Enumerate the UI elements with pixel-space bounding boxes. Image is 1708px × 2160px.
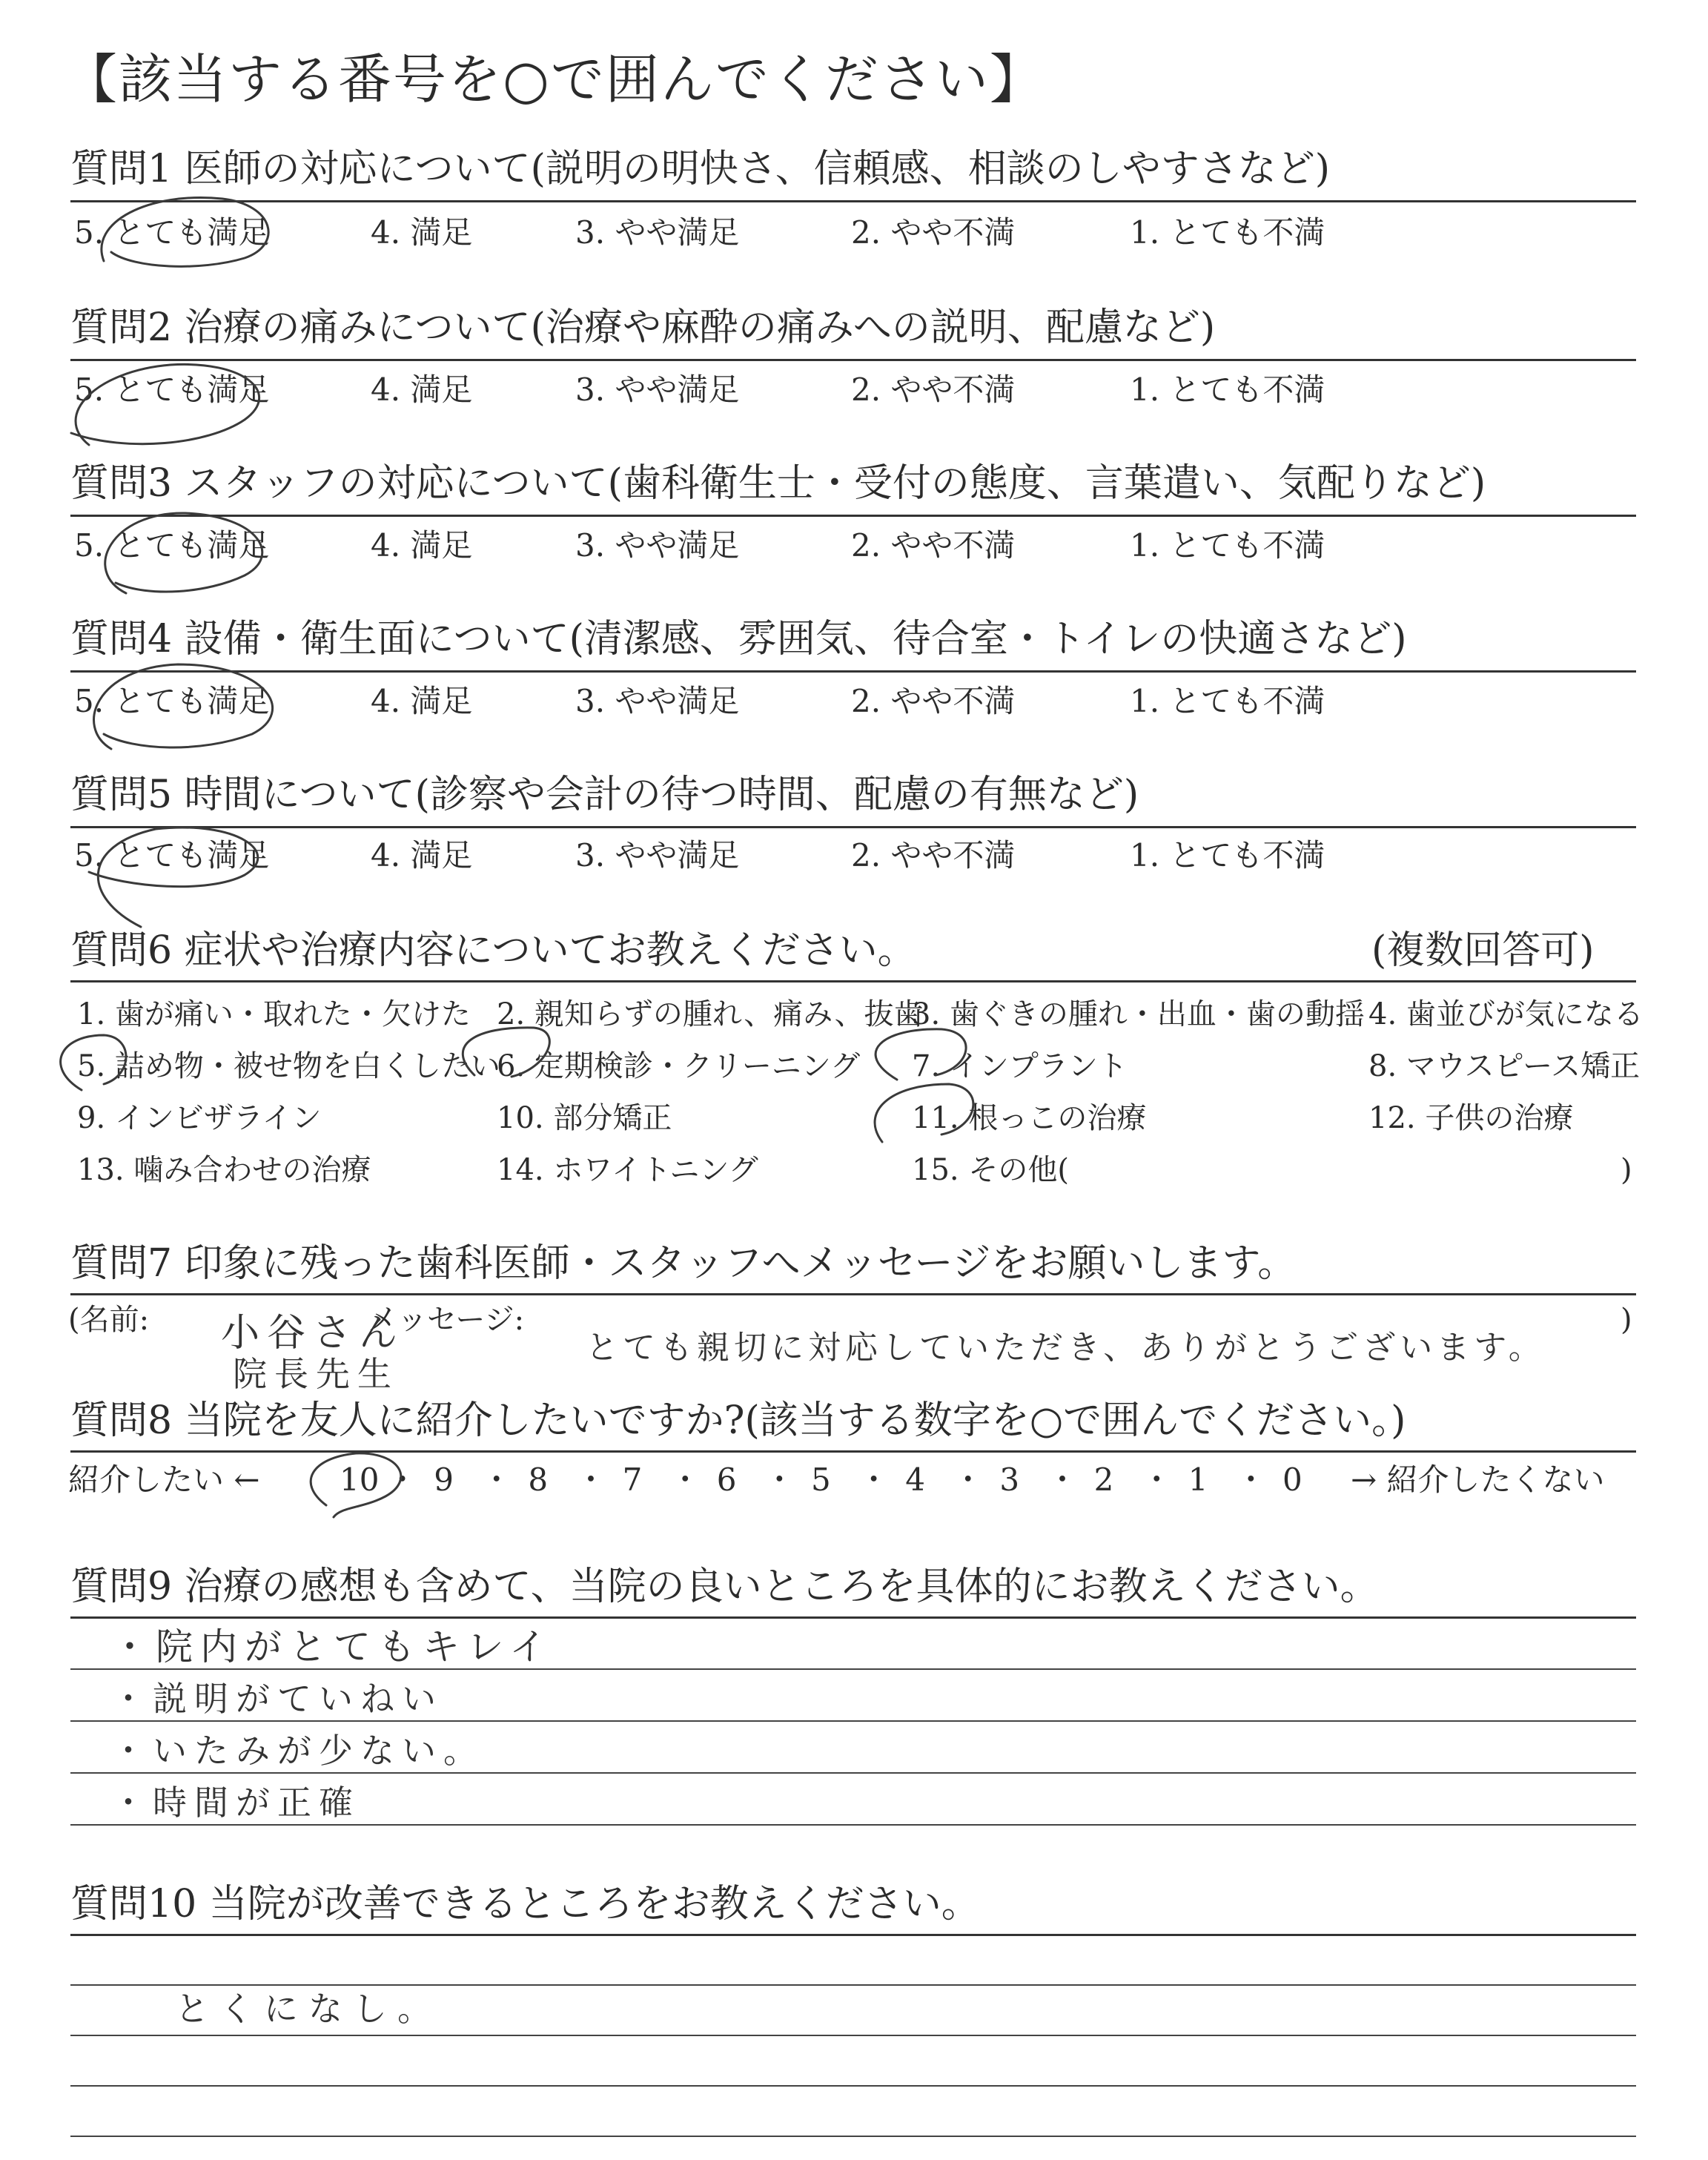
q5-option-2[interactable]: 2. やや不満 [851,837,1016,873]
answer-line [70,2035,1636,2036]
scale-separator: ・ [575,1462,607,1498]
divider [70,670,1636,673]
scale-value-3[interactable]: 3 [999,1462,1020,1498]
q1-option-2[interactable]: 2. やや不満 [851,214,1016,251]
question-8-title: 質問8 当院を友人に紹介したいですか?(該当する数字を○で囲んでください。) [70,1398,1406,1443]
scale-value-4[interactable]: 4 [905,1462,925,1498]
q2-option-2[interactable]: 2. やや不満 [851,371,1016,408]
question-2-title: 質問2 治療の痛みについて(治療や麻酔の痛みへの説明、配慮など) [70,305,1216,350]
divider [70,359,1636,361]
message-handwritten[interactable]: とても親切に対応していただき、ありがとうございます。 [586,1329,1546,1367]
question-6-title: 質問6 症状や治療内容についてお教えください。 [70,928,916,973]
q6-item-14[interactable]: 14. ホワイトニング [497,1153,758,1187]
improvement-answer[interactable]: とくになし。 [175,1989,442,2029]
multiple-answers-note: (複数回答可) [1371,928,1595,973]
q2-option-5[interactable]: 5. とても満足 [74,371,270,408]
scale-value-1[interactable]: 1 [1188,1462,1208,1498]
scale-value-6[interactable]: 6 [716,1462,737,1498]
scale-separator: ・ [386,1462,418,1498]
q4-option-5[interactable]: 5. とても満足 [74,683,270,719]
question-5-title: 質問5 時間について(診察や会計の待つ時間、配慮の有無など) [70,773,1139,817]
answer-line [70,1772,1636,1774]
q1-option-5[interactable]: 5. とても満足 [74,214,270,251]
q6-item-12[interactable]: 12. 子供の治療 [1368,1101,1574,1135]
scale-separator: ・ [858,1462,890,1498]
q6-item-10[interactable]: 10. 部分矯正 [497,1101,672,1135]
answer-line [70,1668,1636,1670]
page-title: 【該当する番号を○で囲んでください】 [64,48,1045,110]
scale-separator: ・ [1141,1462,1173,1498]
q6-item-6[interactable]: 6. 定期検診・クリーニング [497,1049,861,1083]
scale-value-8[interactable]: 8 [528,1462,549,1498]
question-10-title: 質問10 当院が改善できるところをお教えください。 [70,1882,980,1926]
q6-item-8[interactable]: 8. マウスピース矯正 [1368,1049,1641,1083]
question-1-title: 質問1 医師の対応について(説明の明快さ、信頼感、相談のしやすさなど) [70,147,1331,191]
q3-option-2[interactable]: 2. やや不満 [851,527,1016,564]
q6-item-11[interactable]: 11. 根っこの治療 [912,1101,1147,1135]
question-9-title: 質問9 治療の感想も含めて、当院の良いところを具体的にお教えください。 [70,1565,1379,1609]
staff-name-handwritten[interactable]: 小谷さん [221,1311,406,1355]
q7-close-paren: ) [1621,1303,1632,1337]
q5-option-4[interactable]: 4. 満足 [371,837,473,873]
answer-line [70,1934,1636,1936]
q4-option-4[interactable]: 4. 満足 [371,683,473,719]
q5-option-5[interactable]: 5. とても満足 [74,837,270,873]
question-4-title: 質問4 設備・衛生面について(清潔感、雰囲気、待合室・トイレの快適さなど) [70,617,1407,661]
q6-item-3[interactable]: 3. 歯ぐきの腫れ・出血・歯の動揺 [912,997,1365,1031]
good-point-1[interactable]: ・院内がとてもキレイ [111,1625,554,1668]
q4-option-3[interactable]: 3. やや満足 [575,683,740,719]
scale-separator: ・ [480,1462,512,1498]
q4-option-1[interactable]: 1. とても不満 [1130,683,1325,719]
scale-value-2[interactable]: 2 [1093,1462,1114,1498]
scale-separator: ・ [669,1462,701,1498]
scale-value-5[interactable]: 5 [811,1462,831,1498]
q1-option-4[interactable]: 4. 満足 [371,214,473,251]
answer-line [70,1720,1636,1722]
q3-option-1[interactable]: 1. とても不満 [1130,527,1325,564]
divider [70,515,1636,517]
q5-option-1[interactable]: 1. とても不満 [1130,837,1325,873]
divider [70,200,1636,202]
q3-option-3[interactable]: 3. やや満足 [575,527,740,564]
q6-item-2[interactable]: 2. 親知らずの腫れ、痛み、抜歯 [497,997,924,1031]
divider [70,1450,1636,1453]
answer-line [70,1824,1636,1826]
scale-separator: ・ [764,1462,795,1498]
q6-item-5[interactable]: 5. 詰め物・被せ物を白くしたい [77,1049,500,1083]
scale-separator: ・ [1235,1462,1267,1498]
message-label: メッセージ: [368,1303,525,1337]
scale-value-0[interactable]: 0 [1282,1462,1302,1498]
q1-option-3[interactable]: 3. やや満足 [575,214,740,251]
q6-item-7[interactable]: 7. インプラント [912,1049,1128,1083]
q2-option-1[interactable]: 1. とても不満 [1130,371,1325,408]
q6-item-13[interactable]: 13. 噛み合わせの治療 [77,1153,371,1187]
divider [70,1293,1636,1295]
q6-item-15[interactable]: 15. その他( [912,1153,1069,1187]
answer-line [70,1616,1636,1619]
q6-item-9[interactable]: 9. インビザライン [77,1101,322,1135]
q3-option-4[interactable]: 4. 満足 [371,527,473,564]
answer-line [70,2136,1636,2137]
q6-item-1[interactable]: 1. 歯が痛い・取れた・欠けた [77,997,471,1031]
scale-separator: ・ [952,1462,984,1498]
recommend-left-label: 紹介したい ← [68,1462,260,1498]
doctor-name-handwritten[interactable]: 院長先生 [233,1354,399,1394]
question-7-title: 質問7 印象に残った歯科医師・スタッフへメッセージをお願いします。 [70,1241,1297,1286]
divider [70,826,1636,828]
question-3-title: 質問3 スタッフの対応について(歯科衛生士・受付の態度、言葉遣い、気配りなど) [70,461,1486,506]
q3-option-5[interactable]: 5. とても満足 [74,527,270,564]
good-point-4[interactable]: ・時間が正確 [111,1783,360,1823]
answer-line [70,2085,1636,2087]
name-label: (名前: [68,1303,150,1337]
scale-separator: ・ [1047,1462,1079,1498]
q5-option-3[interactable]: 3. やや満足 [575,837,740,873]
q2-option-4[interactable]: 4. 満足 [371,371,473,408]
good-point-2[interactable]: ・説明がていねい [111,1679,443,1719]
answer-line [70,1984,1636,1986]
q2-option-3[interactable]: 3. やや満足 [575,371,740,408]
scale-value-10[interactable]: 10 [340,1462,380,1498]
q6-other-close-paren: ) [1621,1153,1632,1187]
q6-item-4[interactable]: 4. 歯並びが気になる [1368,997,1644,1031]
scale-value-9[interactable]: 9 [434,1462,454,1498]
q4-option-2[interactable]: 2. やや不満 [851,683,1016,719]
good-point-3[interactable]: ・いたみが少ない。 [111,1731,485,1771]
divider [70,980,1636,982]
q1-option-1[interactable]: 1. とても不満 [1130,214,1325,251]
recommend-right-label: → 紹介したくない [1351,1462,1605,1498]
scale-value-7[interactable]: 7 [622,1462,643,1498]
